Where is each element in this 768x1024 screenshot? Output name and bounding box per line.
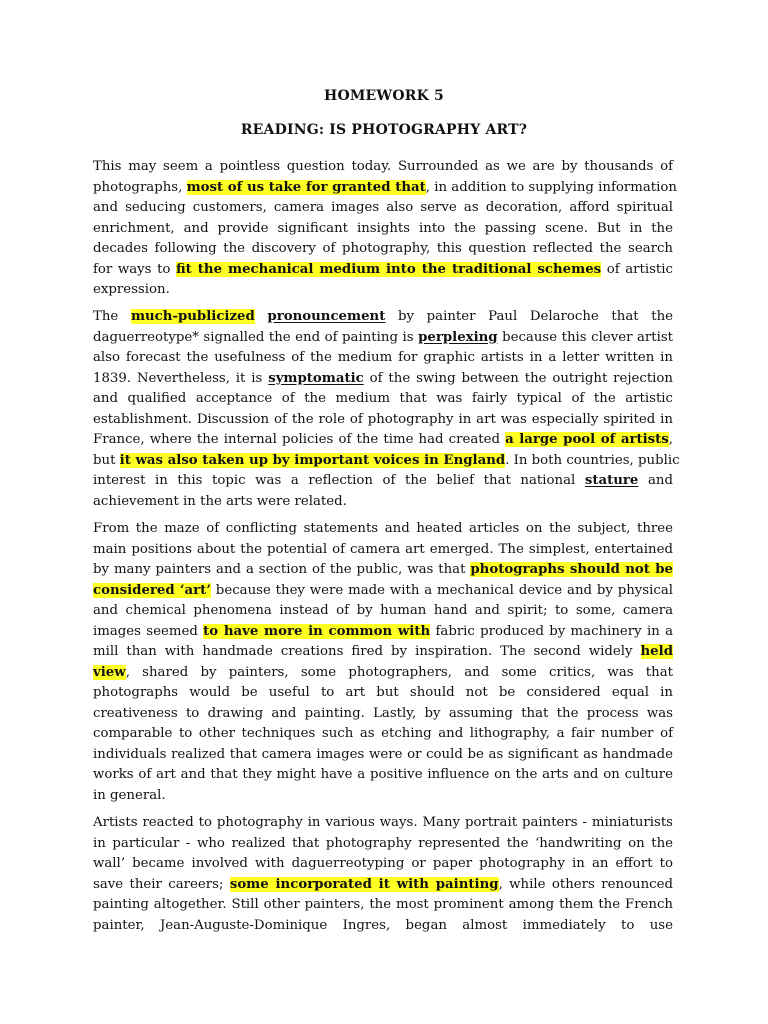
text-line	[93, 451, 680, 472]
text-line	[93, 198, 673, 219]
text-segment: in particular - who realized that photography represented the ‘handwriting on the	[93, 835, 673, 851]
text-segment: by many painters and a section of the public, was that	[93, 562, 471, 577]
text-segment: interest in this topic was a reflection of the belief that national	[93, 473, 585, 488]
underlined-word: stature	[584, 473, 639, 488]
text-line	[93, 178, 677, 199]
text-segment: save their careers;	[93, 876, 230, 892]
paragraph	[93, 519, 673, 806]
text-line	[93, 786, 673, 807]
text-line	[93, 601, 673, 622]
text-line	[93, 260, 673, 281]
text-segment: From the maze of conflicting statements and heated articles on the subject, three	[93, 521, 673, 536]
text-segment: painter, Jean-Auguste-Dominique Ingres, began almost immediately to use	[93, 917, 673, 933]
text-line	[93, 239, 673, 260]
text-line	[93, 622, 673, 643]
text-segment: achievement in the arts were related.	[93, 493, 347, 509]
highlighted-phrase: considered ‘art’	[93, 582, 211, 598]
text-segment: 1839. Nevertheless, it is	[93, 370, 269, 386]
document-subheading: READING: IS PHOTOGRAPHY ART?	[240, 122, 528, 138]
text-segment: mill than with handmade creations fired by inspiration. The second widely	[93, 644, 641, 659]
text-segment: for ways to	[93, 261, 176, 277]
text-line	[93, 704, 673, 725]
text-segment: painting altogether. Still other painters, the most prominent among them the French	[93, 897, 673, 912]
text-segment	[255, 309, 268, 324]
text-segment: expression.	[93, 282, 170, 297]
paragraph	[93, 813, 673, 936]
text-line	[93, 519, 673, 540]
highlighted-phrase: most of us take for granted that	[186, 179, 426, 195]
text-segment: of the swing between the outright rejection	[363, 370, 673, 386]
text-line	[93, 642, 673, 663]
text-segment: and qualified acceptance of the medium that was fairly typical of the artistic	[93, 391, 673, 406]
text-segment: ,	[668, 432, 673, 447]
text-segment: images seemed	[93, 623, 204, 639]
text-segment: enrichment, and provide significant insights into the passing scene. But in the	[93, 220, 673, 236]
highlighted-phrase: some incorporated it with painting	[229, 876, 499, 892]
underlined-word: symptomatic	[268, 370, 364, 386]
text-line	[93, 745, 673, 766]
text-line	[93, 724, 673, 745]
text-segment: , in addition to supplying information	[425, 179, 677, 195]
highlighted-phrase: much-publicized	[130, 309, 255, 324]
text-line	[93, 581, 673, 602]
text-segment: wall’ became involved with daguerreotyping or paper photography in an effort to	[93, 856, 673, 871]
text-segment: by painter Paul Delaroche that the	[385, 309, 673, 324]
text-line	[93, 854, 673, 875]
text-line	[93, 328, 673, 349]
text-segment: comparable to other techniques such as etching and lithography, a fair number of	[93, 726, 673, 741]
text-segment: This may seem a pointless question today. Surrounded as we are by thousands of	[93, 159, 673, 174]
underlined-word: perplexing	[418, 329, 498, 345]
text-line	[93, 875, 673, 896]
text-line	[93, 307, 673, 328]
paragraph	[93, 157, 677, 301]
highlighted-phrase: to have more in common with	[203, 623, 431, 639]
text-line	[93, 560, 673, 581]
text-segment: works of art and that they might have a positive influence on the arts and on culture	[93, 767, 673, 782]
text-segment: because this clever artist	[497, 329, 673, 345]
text-line	[93, 471, 673, 492]
text-segment: establishment. Discussion of the role of photography in art was especially spirited in	[93, 411, 673, 427]
text-line	[93, 157, 673, 178]
text-segment: daguerreotype* signalled the end of painting is	[93, 329, 419, 345]
highlighted-phrase: fit the mechanical medium into the traditional schemes	[176, 261, 602, 277]
text-segment: but	[93, 452, 120, 468]
text-line	[93, 389, 673, 410]
text-line	[93, 492, 673, 513]
text-line	[93, 219, 673, 240]
text-line	[93, 895, 673, 916]
text-line	[93, 765, 673, 786]
text-segment: main positions about the potential of camera art emerged. The simplest, entertained	[93, 541, 673, 557]
text-line	[93, 280, 673, 301]
text-line	[93, 813, 673, 834]
text-segment: France, where the internal policies of the time had created	[93, 432, 506, 447]
text-segment: photographs would be useful to art but should not be considered equal in	[93, 685, 673, 700]
text-line	[93, 683, 673, 704]
text-segment: creativeness to drawing and painting. Lastly, by assuming that the process was	[93, 705, 673, 721]
text-segment: and chemical phenomena instead of by human hand and spirit; to some, camera	[93, 603, 673, 618]
paragraph	[93, 307, 680, 512]
text-line	[93, 369, 673, 390]
highlighted-phrase: it was also taken up by important voices in England	[119, 452, 506, 468]
text-segment: photographs,	[93, 179, 187, 195]
text-segment: in general.	[93, 787, 166, 803]
text-line	[93, 430, 673, 451]
text-segment: decades following the discovery of photography, this question reflected the search	[93, 241, 673, 256]
text-line	[93, 916, 673, 937]
text-segment: because they were made with a mechanical device and by physical	[210, 582, 674, 598]
text-line	[93, 410, 673, 431]
highlighted-phrase: held	[640, 644, 673, 659]
text-segment: , while others renounced	[498, 876, 673, 892]
highlighted-phrase: photographs should not be	[470, 562, 673, 577]
underlined-word: pronouncement	[267, 309, 386, 324]
highlighted-phrase: view	[93, 664, 126, 680]
text-segment: . In both countries, public	[505, 452, 680, 468]
text-segment: and seducing customers, camera images also serve as decoration, afford spiritual	[93, 200, 673, 215]
text-line	[93, 348, 673, 369]
text-segment: Artists reacted to photography in various ways. Many portrait painters - miniaturists	[93, 815, 673, 830]
text-line	[93, 663, 673, 684]
text-line	[93, 834, 673, 855]
text-segment: , shared by painters, some photographers, and some critics, was that	[125, 664, 673, 680]
text-segment: also forecast the usefulness of the medium for graphic artists in a letter written in	[93, 350, 673, 365]
text-segment: of artistic	[601, 261, 673, 277]
text-segment: fabric produced by machinery in a	[430, 623, 673, 639]
document-heading: HOMEWORK 5	[324, 88, 444, 104]
text-segment: The	[93, 309, 131, 324]
text-segment: and	[638, 473, 673, 488]
highlighted-phrase: a large pool of artists	[505, 432, 669, 447]
text-segment: individuals realized that camera images were or could be as significant as handmade	[93, 746, 673, 762]
text-line	[93, 540, 673, 561]
